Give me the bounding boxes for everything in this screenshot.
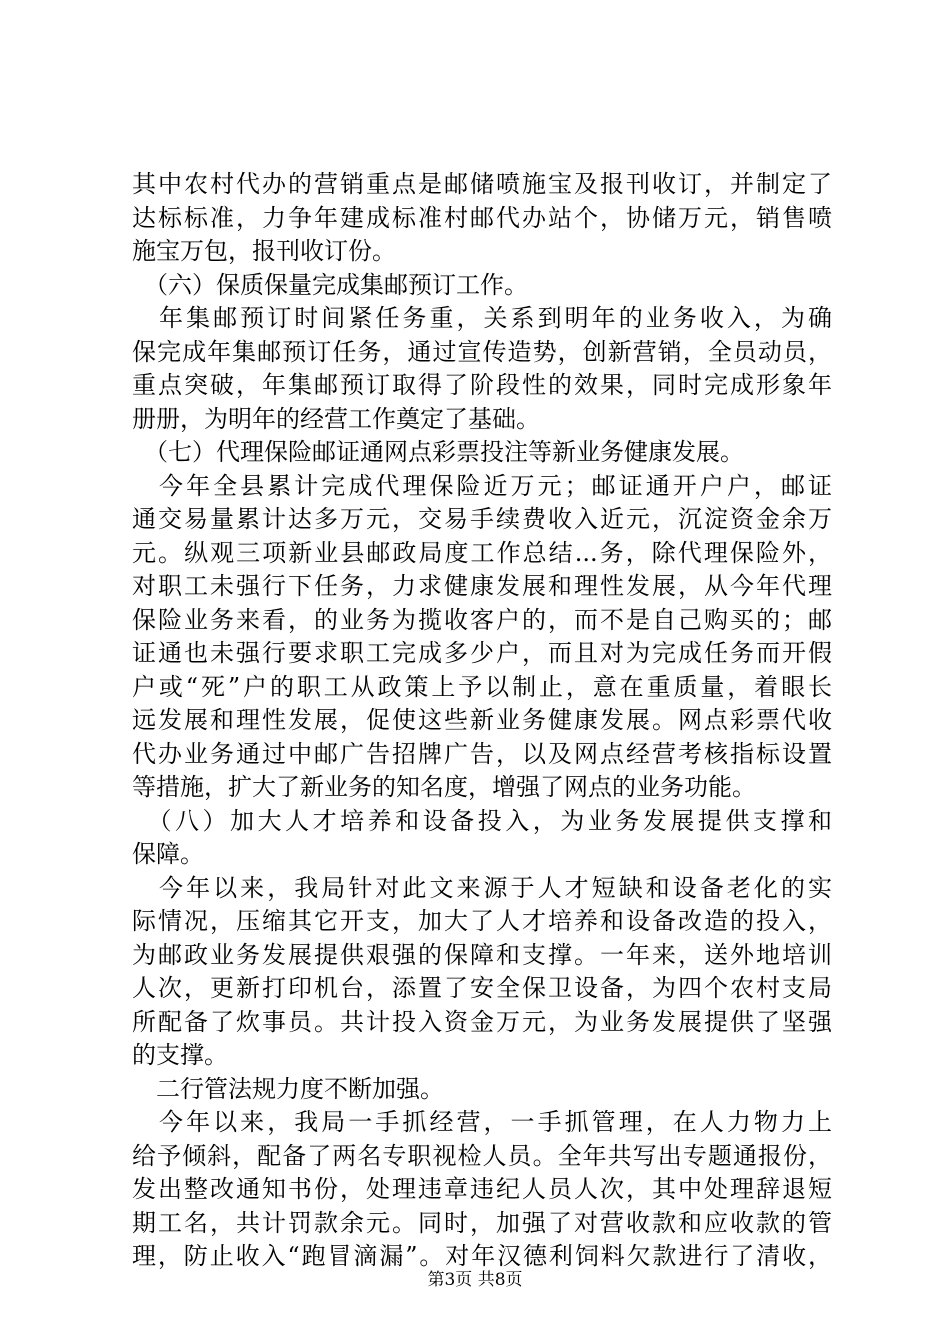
text-line: 的支撑。 xyxy=(132,1041,228,1069)
text-line: 为邮政业务发展提供艰强的保障和支撑。一年来，送外地培训 xyxy=(132,940,832,969)
text-line: 人次，更新打印机台，添置了安全保卫设备，为四个农村支局 xyxy=(132,974,832,1002)
text-line: 期工名，共计罚款余元。同时，加强了对营收款和应收款的管 xyxy=(132,1208,832,1237)
text-line: 发出整改通知书份，处理违章违纪人员人次，其中处理辞退短 xyxy=(132,1175,832,1203)
text-line: 年集邮预订时间紧任务重，关系到明年的业务收入，为确 xyxy=(132,304,832,332)
page-footer: 第3页 共8页 xyxy=(427,1270,523,1290)
text-line: 给予倾斜，配备了两名专职视检人员。全年共写出专题通报份， xyxy=(132,1141,832,1170)
text-line: 所配备了炊事员。共计投入资金万元，为业务发展提供了坚强 xyxy=(132,1007,832,1036)
document-body xyxy=(132,168,832,1274)
text-line: 今年以来，我局一手抓经营，一手抓管理，在人力物力上 xyxy=(132,1108,832,1136)
text-line: （八）加大人才培养和设备投入，为业务发展提供支撑和 xyxy=(132,806,832,835)
text-line: 保障。 xyxy=(132,840,204,868)
text-line: 保完成年集邮预订任务，通过宣传造势，创新营销，全员动员， xyxy=(132,337,832,366)
text-line: （六）保质保量完成集邮预订工作。 xyxy=(132,270,528,299)
text-line: 理，防止收入“跑冒滴漏”。对年汉德利饲料欠款进行了清收， xyxy=(132,1242,832,1270)
text-line: 户或“死”户的职工从政策上予以制止，意在重质量，着眼长 xyxy=(132,672,832,701)
text-line: 重点突破，年集邮预订取得了阶段性的效果，同时完成形象年 xyxy=(132,371,832,399)
text-line: 对职工未强行下任务，力求健康发展和理性发展，从今年代理 xyxy=(132,572,832,600)
text-line: 今年以来，我局针对此文来源于人才短缺和设备老化的实 xyxy=(132,873,832,902)
text-line: 元。纵观三项新业县邮政局度工作总结...务，除代理保险外， xyxy=(132,538,832,567)
text-line: 保险业务来看，的业务为揽收客户的，而不是自己购买的；邮 xyxy=(132,605,832,634)
text-line: 二行管法规力度不断加强。 xyxy=(132,1074,444,1103)
text-line: 册册，为明年的经营工作奠定了基础。 xyxy=(132,404,540,433)
text-line: 代办业务通过中邮广告招牌广告，以及网点经营考核指标设置 xyxy=(132,739,832,768)
text-line: 通交易量累计达多万元，交易手续费收入近元，沉淀资金余万 xyxy=(132,505,832,533)
text-line: 达标标准，力争年建成标准村邮代办站个，协储万元，销售喷 xyxy=(132,203,832,232)
text-line: 其中农村代办的营销重点是邮储喷施宝及报刊收订，并制定了 xyxy=(132,170,832,198)
text-line: 际情况，压缩其它开支，加大了人才培养和设备改造的投入， xyxy=(132,907,832,935)
text-line: （七）代理保险邮证通网点彩票投注等新业务健康发展。 xyxy=(132,438,744,466)
text-line: 证通也未强行要求职工完成多少户，而且对为完成任务而开假 xyxy=(132,639,832,667)
text-line: 等措施，扩大了新业务的知名度，增强了网点的业务功能。 xyxy=(132,773,756,801)
text-line: 施宝万包，报刊收订份。 xyxy=(132,237,396,265)
text-line: 远发展和理性发展，促使这些新业务健康发展。网点彩票代收 xyxy=(132,706,832,734)
text-line: 今年全县累计完成代理保险近万元；邮证通开户户，邮证 xyxy=(132,471,832,500)
